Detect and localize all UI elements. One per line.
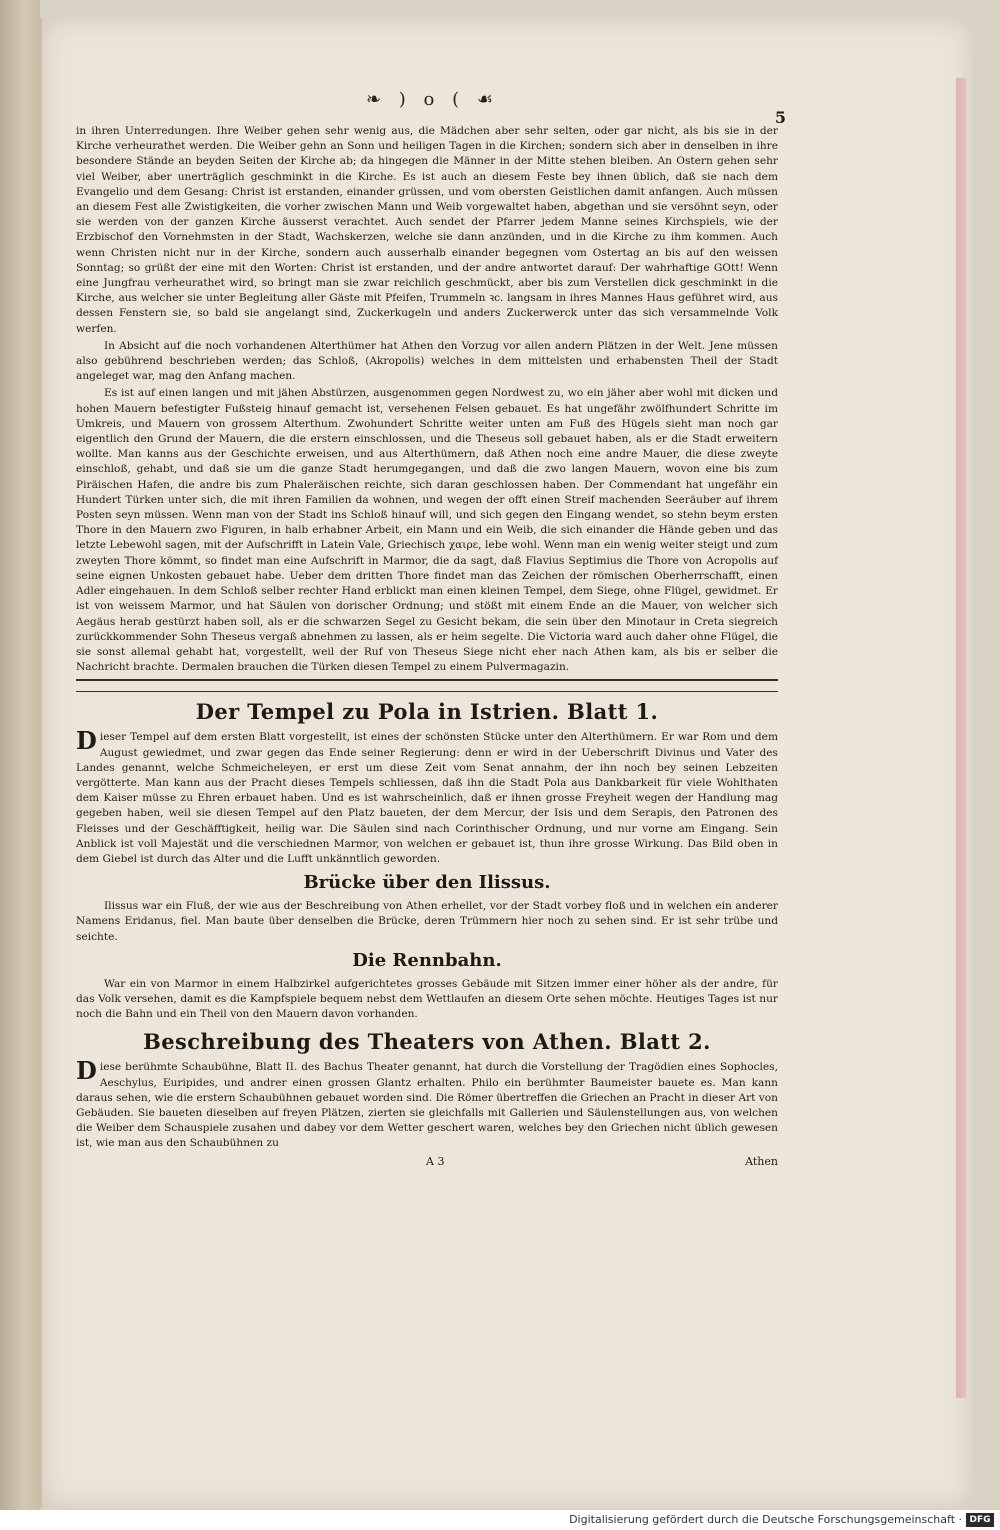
section-title-ilissus: Brücke über den Ilissus. — [303, 872, 551, 894]
page-content — [76, 89, 786, 1172]
dfg-logo: DFG — [966, 1513, 994, 1527]
paragraph-acropolis: Es ist auf einen langen und mit jähen Abstürzen, ausgenommen gegen Nordwest zu, wo ein jäher aber wohl mit dicken und hohen Mauern befestigter Fußsteig hinauf gemacht ist, versehenen Felsen gebauet. Es hat ungefähr zwölfhundert Schritte im Umkreis, und Mauern von grossem Alterthum. Zwohundert Schritte weiter unten am Fuß des Hügels sieht man noch gar eigentlich den Grund der Mauern, die die erstern einschlossen, und die Theseus soll gebauet haben, als er die Stadt erweitern wollte. Man kanns aus der Geschichte erweisen, und aus Alterthümern, daß Athen noch eine andre Mauer, die diese zweyte einschloß, gehabt, und daß sie um die ganze Stadt herumgegangen, und daß die zwo langen Mauern, wovon eine bis zum Piräischen Hafen, die andre bis zum Phaleräischen reichte, sich daran geschlossen haben. Der Commendant hat ungefähr ein Hundert Türken unter sich, die mit ihren Familien da wohnen, und wegen der offt einen Streif machenden Seeräuber auf ihrem Posten seyn müssen. Wenn man von der Stadt ins Schloß hinauf will, und sich gegen den Eingang wendet, so stehn beym ersten Thore in den Mauern zwo Figuren, in halb erhabner Arbeit, ein Mann und ein Weib, die sich einander die Hände geben und das letzte Lebewohl sagen, mit der Aufschrifft in Latein Vale, Griechisch χαιρε, lebe wohl. Wenn man ein wenig weiter steigt und zum zweyten Thore kömmt, so findet man eine Aufschrift in Marmor, die da sagt, daß Flavius Septimius die Thore von Acropolis auf seine eignen Unkosten gebauet habe. Ueber dem dritten Thore findet man das Zeichen der römischen Oberherrschafft, einen Adler eingehauen. In dem Schloß selber rechter Hand erblickt man einen kleinen Tempel, dem Siege, ohne Flügel, gewidmet. Er ist von weissem Marmor, und hat Säulen von dorischer Ordnung; und stößt mit einem Ende an die Mauer, von welcher sich Aegäus herab gestürzt haben soll, als er die schwarzen Segel zu Gesicht bekam, die sein über den Minotaur in Creta siegreich zurückkommender Sohn Theseus vergaß abnehmen zu lassen, als er heim segelte. Die Victoria ward auch daher ohne Flügel, die sie sonst allemal gehabt hat, vorgestellt, weil der Ruf von Theseus Siege nicht eher nach Athen kam, als bis er selber die Nachricht brachte. Dermalen brauchen die Türken diesen Tempel zu einem Pulvermagazin. — [76, 387, 778, 674]
header-ornament: ❧ ) o ( ☙ — [366, 89, 499, 110]
signature-mark: A 3 — [426, 1154, 445, 1168]
digitization-footer — [0, 1510, 1000, 1530]
paragraph-athens-antiquities: In Absicht auf die noch vorhandenen Alterthümer hat Athen den Vorzug vor allen andern Plätzen in der Welt. Jene müssen also gebührend beschrieben werden; das Schloß, (Akropolis) welches in dem mittelsten und erhabensten Theil der Stadt angeleget war, mag den Anfang machen. — [76, 339, 778, 383]
dropcap: D — [76, 726, 97, 756]
section-text-rennbahn: War ein von Marmor in einem Halbzirkel aufgerichtetes grosses Gebäude mit Sitzen immer einer höher als der andre, für das Volk versehen, damit es die Kampfspiele bequem nebst dem Wettlaufen an diesem Orte sehen möchte. Heutiges Tages ist nur noch die Bahn und ein Theil von den Mauern davon vorhanden. — [76, 977, 778, 1021]
section-body: ieser Tempel auf dem ersten Blatt vorgestellt, ist eines der schönsten Stücke unter den Alterthümern. Er war Rom und dem August gewiedmet, und zwar gegen das Ende seiner Regierung: denn er wird in der Ueberschrift Divinus und Vater des Landes genannt, welche Schmeicheleyen, er erst um diese Zeit vom Senat annahm, der ihn noch bey seinen Lebzeiten vergötterte. Man kann aus der Pracht dieses Tempels schliessen, daß ihn die Stadt Pola aus Dankbarkeit für viele Wohlthaten dem Kaiser müsse zu Ehren erbauet haben. Und es ist wahrscheinlich, daß er ihnen grosse Freyheit wegen der Handlung mag gegeben haben, weil sie diesen Tempel auf den Platz baueten, der dem Mercur, der Isis und dem Serapis, den Patronen des Fleisses und der Geschäfftigkeit, heilig war. Die Säulen sind nach Corinthischer Ordnung, und nur vorne am Eingang. Sein Anblick ist voll Majestät und die verschiednen Marmor, von welchen er gebauet ist, thun ihre grosse Wirkung. Das Bild oben in dem Giebel ist durch das Alter und die Lufft unkänntlich geworden. — [76, 731, 778, 865]
funding-note: Digitalisierung gefördert durch die Deutsche Forschungsgemeinschaft · — [569, 1513, 962, 1526]
dropcap: D — [76, 1056, 97, 1086]
ornamental-divider — [76, 679, 778, 692]
book-binding — [0, 0, 40, 1510]
section-text-pola — [76, 726, 778, 867]
section-title-theater: Beschreibung des Theaters von Athen. Blatt 2. — [143, 1029, 711, 1055]
section-title-rennbahn: Die Rennbahn. — [352, 949, 502, 971]
page-header — [76, 89, 786, 127]
section-body: iese berühmte Schaubühne, Blatt II. des Bachus Theater genannt, hat durch die Vorstellung der Tragödien eines Sophocles, Aeschylus, Euripides, und andrer einen grossen Glantz erhalten. Philo ein berühmter Baumeister bauete es. Man kann daraus sehen, wie die erstern Schaubühnen gebauet worden sind. Die Römer übertreffen die Griechen an Pracht in dieser Art von Gebäuden. Sie baueten dieselben auf freyen Plätzen, zierten sie gleichfalls mit Gallerien und Säulenstellungen aus, von welchen die Weiber dem Schauspiele zusahen und dabey vor dem Wetter geschert waren, welches bey den Griechen nicht üblich gewesen ist, wie man aus den Schaubühnen zu — [76, 1061, 778, 1150]
section-text-theater — [76, 1056, 778, 1151]
page-number: 5 — [774, 108, 786, 127]
paragraph-customs: in ihren Unterredungen. Ihre Weiber gehen sehr wenig aus, die Mädchen aber sehr selten, oder gar nicht, als bis sie in der Kirche verheurathet werden. Die Weiber gehn an Sonn und heiligen Tagen in die Kirchen; sondern sich aber in denselben in ihre besondere Stände an beyden Seiten der Kirche ab; da hingegen die Männer in der Mitte stehen bleiben. An Ostern gehen sehr viel Weiber, aber unerträglich geschminkt in die Kirche. Es ist auch an diesem Feste bey ihnen üblich, daß sie nach dem Evangelio und dem Gesang: Christ ist erstanden, einander grüssen, und vom obersten Geistlichen damit anfangen. Auch müssen an diesem Fest alle Zwistigkeiten, die vorher zwischen Mann und Weib vorgewaltet haben, abgethan und sie versöhnt seyn, oder sie werden von der ganzen Kirche äusserst verachtet. Auch sendet der Pfarrer jedem Manne seines Kirchspiels, wie der Erzbischof den Vornehmsten in der Stadt, Wachskerzen, welche sie dann anzünden, und in die Kirche zu ihm kommen. Auch wenn Christen nicht nur in der Kirche, sondern auch ausserhalb einander begegnen vom Ostertag an bis auf den weissen Sonntag; so grüßt der eine mit den Worten: Christ ist erstanden, und der andre antwortet darauf: Der wahrhaftige GOtt! Wenn eine Jungfrau verheurathet wird, so bringt man sie zwar reichlich geschmückt, aber bis zum Verstellen dick geschminkt in die Kirche, aus welcher sie unter Begleitung aller Gäste mit Pfeifen, Trummeln ꝛc. langsam in ihres Mannes Haus geführet wird, aus dessen Fenstern sie, so bald sie angelangt sind, Zuckerkugeln und anders Zuckerwerck unter das sich versammelnde Volk werfen. — [76, 125, 778, 335]
page-edge — [956, 78, 966, 1398]
page-footer — [76, 1154, 778, 1172]
section-title-pola: Der Tempel zu Pola in Istrien. Blatt 1. — [195, 699, 659, 725]
section-text-ilissus: Ilissus war ein Fluß, der wie aus der Beschreibung von Athen erhellet, vor der Stadt vorbey floß und in welchen ein anderer Namens Eridanus, fiel. Man baute über denselben die Brücke, deren Trümmern hier noch zu sehen sind. Er ist sehr trübe und seichte. — [76, 900, 778, 943]
catchword: Athen — [745, 1154, 778, 1168]
